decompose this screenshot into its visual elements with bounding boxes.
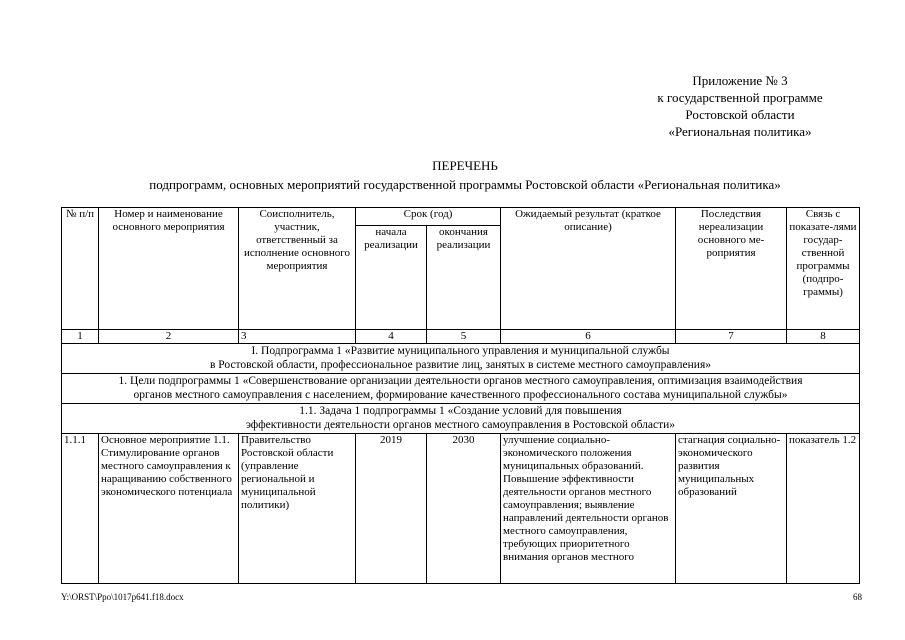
appendix-header: [620, 72, 860, 140]
column-number: 5: [427, 330, 501, 344]
column-number: 6: [501, 330, 676, 344]
column-number: 4: [356, 330, 427, 344]
header-name: Номер и наименование основного мероприятия: [99, 208, 239, 330]
subprogram-line: I. Подпрограмма 1 «Развитие муниципального управления и муниципальной службы: [251, 345, 670, 357]
column-number: 3: [239, 330, 356, 344]
header-num: № п/п: [62, 208, 99, 330]
appendix-line: «Региональная политика»: [668, 124, 812, 139]
header-start: начала реализации: [356, 226, 427, 330]
appendix-line: Ростовской области: [685, 107, 795, 122]
task-line: эффективности деятельности органов местного самоуправления в Ростовской области»: [245, 419, 676, 431]
column-number-row: [62, 330, 860, 344]
column-number: 1: [62, 330, 99, 344]
header-link: Связь с показате-лями государ-ственной программы (подпро-граммы): [787, 208, 860, 330]
appendix-line: Приложение № 3: [692, 73, 788, 88]
row-num: 1.1.1: [62, 434, 99, 584]
column-number: 2: [99, 330, 239, 344]
goal-line: органов местного самоуправления с населением, формирование качественного профессионального состава муниципальной службы»: [133, 389, 788, 401]
task-line: 1.1. Задача 1 подпрограммы 1 «Создание условий для повышения: [299, 405, 622, 417]
measures-table: [61, 207, 860, 584]
row-end: 2030: [427, 434, 501, 584]
goal-line: 1. Цели подпрограммы 1 «Совершенствование организации деятельности органов местного самоуправления, оптимизация взаимодействия: [118, 375, 803, 387]
column-number: 7: [676, 330, 787, 344]
row-name: Основное мероприятие 1.1. Стимулирование органов местного самоуправления к наращиванию собственного экономического потенциала: [99, 434, 239, 584]
row-start: 2019: [356, 434, 427, 584]
row-link: показатель 1.2: [787, 434, 860, 584]
column-number: 8: [787, 330, 860, 344]
section-row: [62, 344, 860, 374]
header-end: окончания реализации: [427, 226, 501, 330]
appendix-line: к государственной программе: [657, 90, 823, 105]
task-row: [62, 404, 860, 434]
row-executor: Правительство Ростовской области (управление региональной и муниципальной политики): [239, 434, 356, 584]
goal-row: [62, 374, 860, 404]
task-heading: [62, 404, 860, 434]
header-executor: Соисполнитель, участник, ответственный за исполнение основного мероприятия: [239, 208, 356, 330]
row-consequences: стагнация социально-экономического развития муниципальных образований: [676, 434, 787, 584]
subprogram-heading: [62, 344, 860, 374]
goal-heading: [62, 374, 860, 404]
subprogram-line: в Ростовской области, профессиональное развитие лиц, занятых в системе местного самоуправления»: [210, 359, 711, 371]
table-row: [62, 434, 860, 584]
header-result: Ожидаемый результат (краткое описание): [501, 208, 676, 330]
footer-file-path: Y:\ORST\Ppo\1017p641.f18.docx: [61, 592, 184, 602]
header-term: Срок (год): [356, 208, 501, 226]
row-result: улучшение социально-экономического положения муниципальных образований. Повышение эффективности деятельности органов местного самоуправления; выявление направлений деятельности органов местного самоуправления, требующих приоритетного внимания органов местного: [501, 434, 676, 584]
footer-page-number: 68: [853, 592, 862, 602]
document-title: ПЕРЕЧЕНЬ: [432, 158, 498, 173]
document-subtitle: подпрограмм, основных мероприятий государственной программы Ростовской области «Региональная политика»: [149, 177, 781, 192]
header-consequences: Последствия нереализации основного ме-роприятия: [676, 208, 787, 330]
header-row: [62, 208, 860, 226]
